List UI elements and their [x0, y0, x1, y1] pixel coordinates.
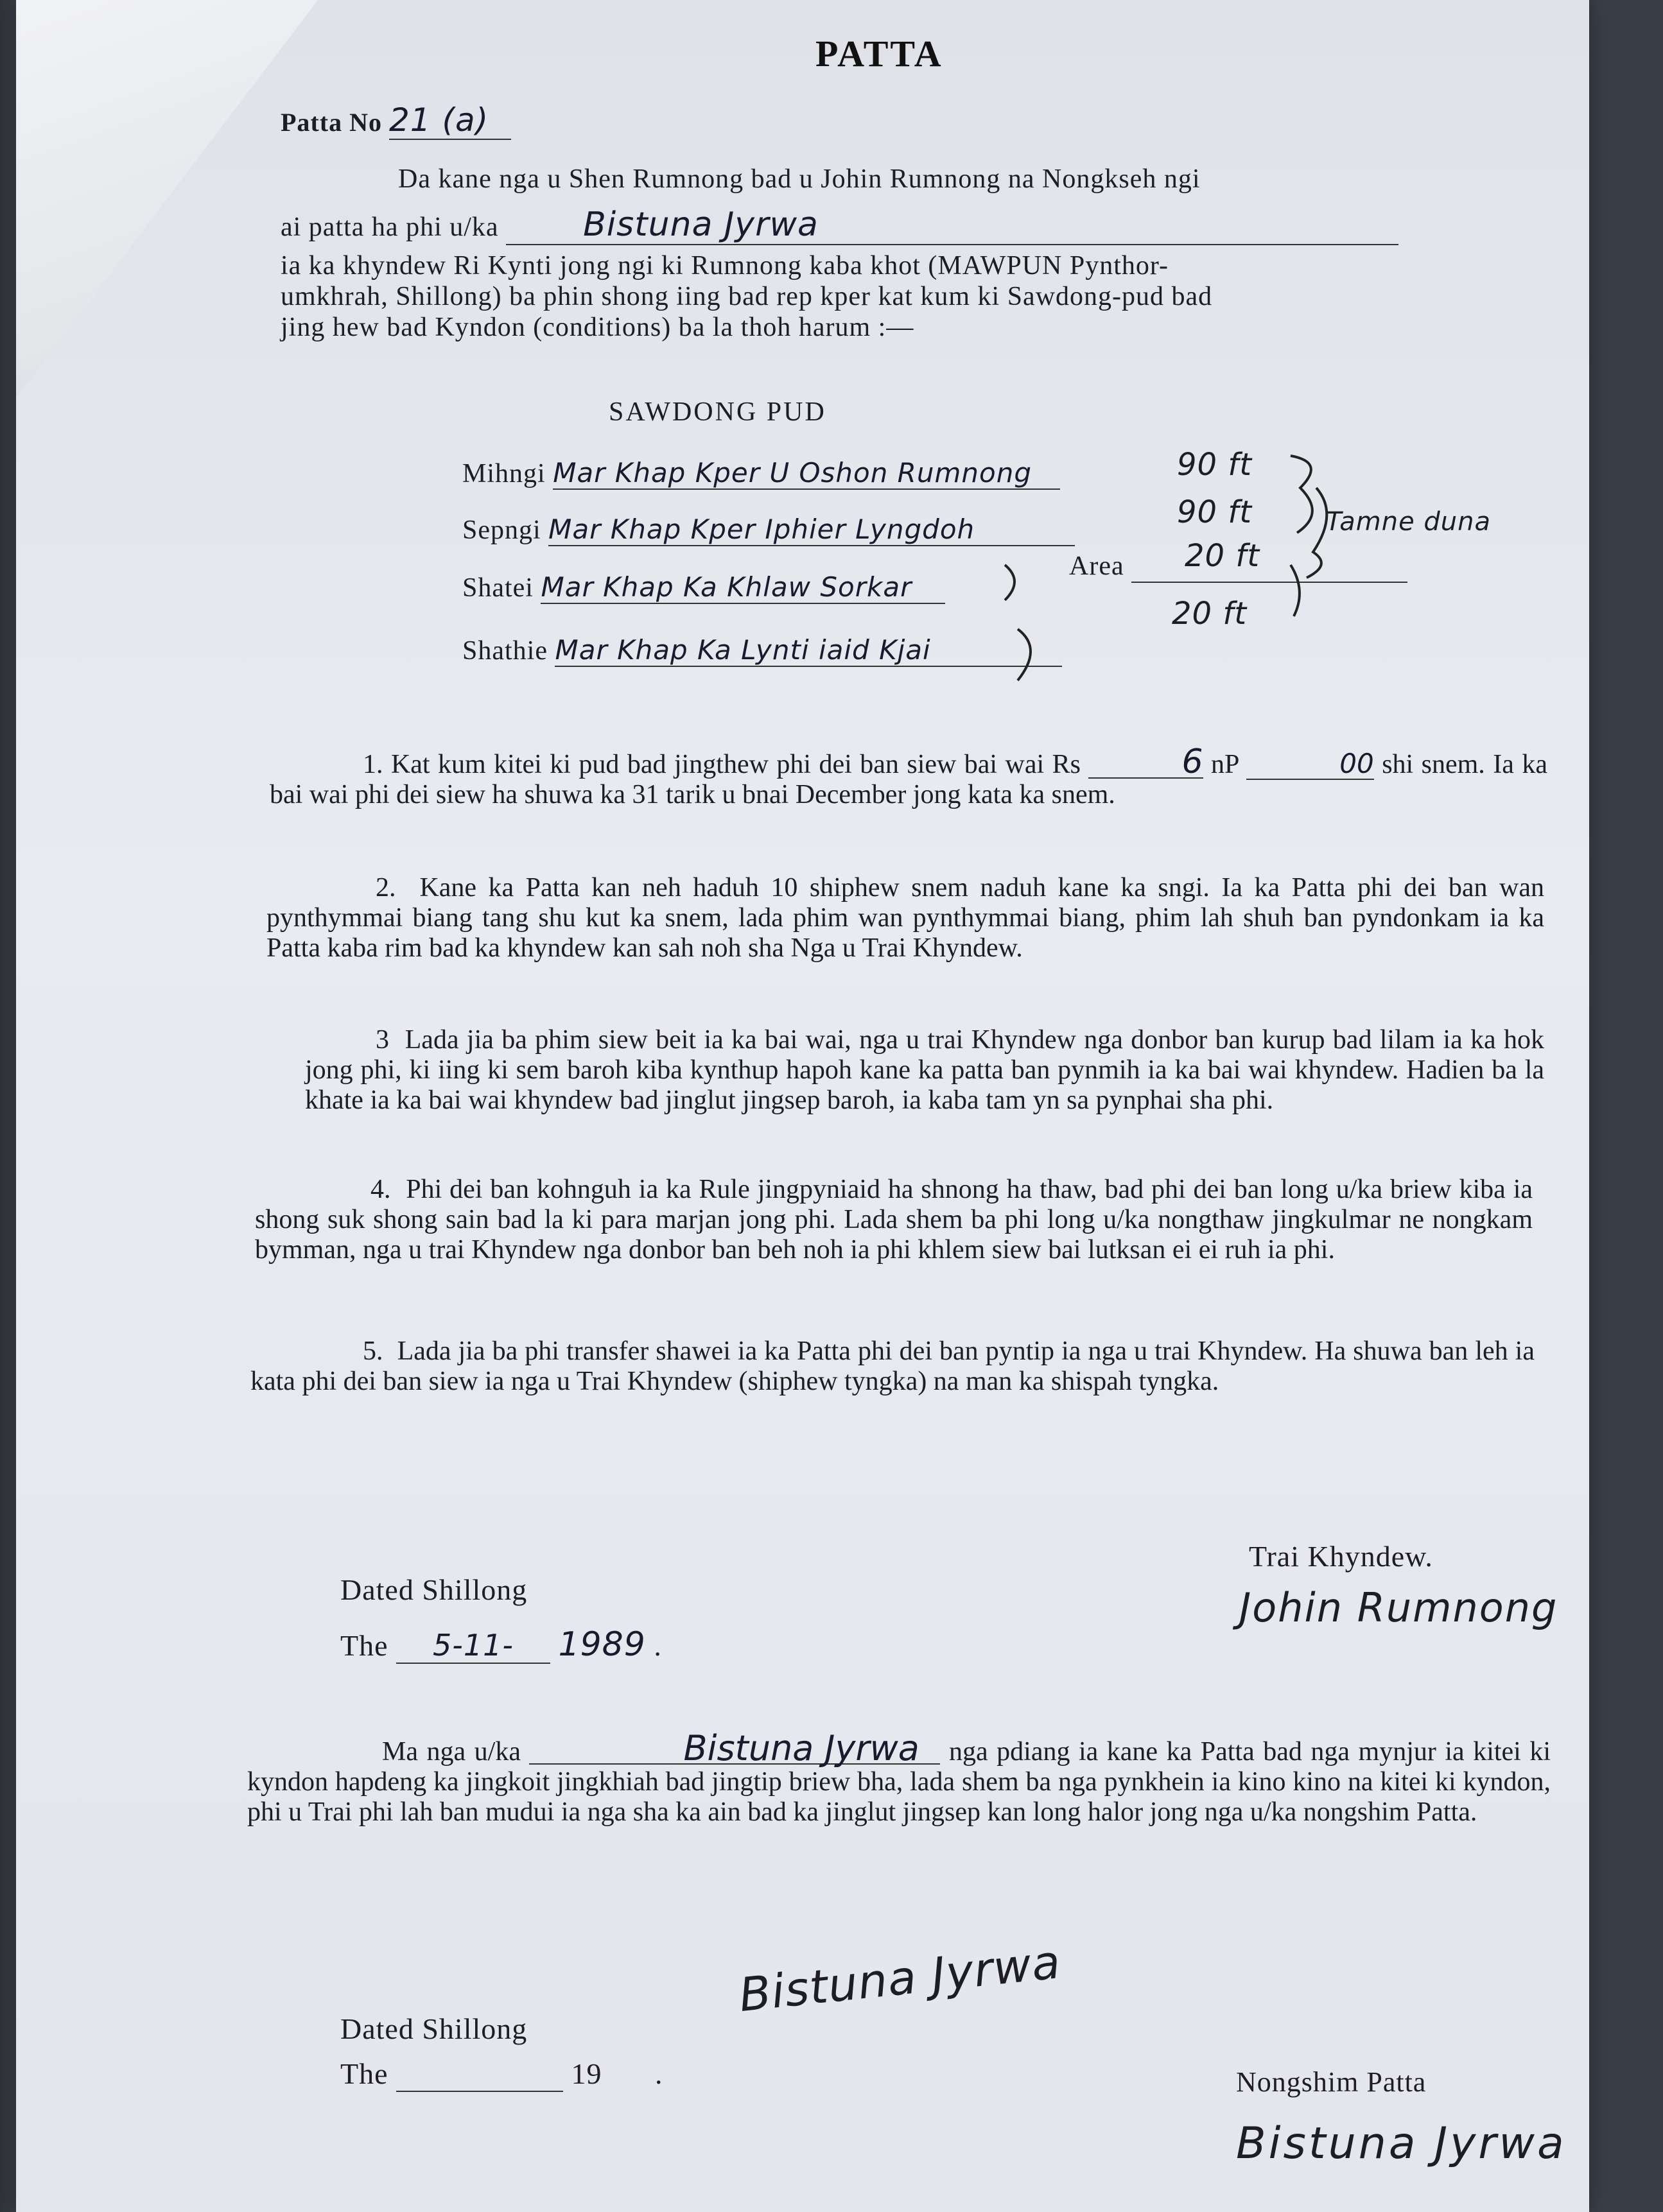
owner-date-value: 5-11-: [396, 1628, 550, 1664]
holder-dated-label: Dated Shillong: [340, 2012, 528, 2045]
boundary-measure: 90 ft: [1177, 447, 1253, 483]
owner-dated-label: Dated Shillong: [340, 1573, 528, 1606]
boundary-value: Mar Khap Ka Lynti iaid Kjai: [555, 634, 1062, 667]
clause-text: Kane ka Patta kan neh haduh 10 shiphew snem naduh kane ka sngi. Ia ka Patta phi dei ban wan pynthymmai biang tang shu kut ka snem, lada phim wan pynthymmai biang, phim lah shuh ban pyndonkam ia ka Patta kaba rim bad ka khyndew kan sah noh sha Nga u Trai Khyndew.: [266, 873, 1544, 963]
clause-number: 2.: [376, 873, 396, 903]
boundary-label: Shatei: [462, 573, 534, 603]
holder-signature-blue: Bistuna Jyrwa: [736, 1934, 1063, 2023]
handwritten-brackets: [16, 0, 1589, 2212]
bracket-mark: [1018, 629, 1031, 680]
boundary-measure: 90 ft: [1177, 494, 1253, 530]
patta-document: [16, 0, 1589, 2212]
owner-date-year: 1989: [558, 1625, 646, 1664]
boundary-measure: 20 ft: [1172, 596, 1248, 632]
grantee-name: Bistuna Jyrwa: [506, 205, 1398, 245]
np-label: nP: [1211, 750, 1239, 779]
owner-signature: Johin Rumnong: [1239, 1584, 1558, 1631]
holder-the-label: The: [340, 2057, 388, 2090]
clause-text-continued: shi snem. Ia ka bai wai phi dei siew ha shuwa ka 31 tarik u bnai December jong kata ka snem.: [270, 750, 1547, 809]
intro-prefix: ai patta ha phi u/ka: [281, 212, 499, 242]
owner-date-row: The 5-11- 1989 .: [340, 1625, 662, 1664]
boundary-side-note: Tamne duna: [1326, 507, 1491, 537]
clause-text: Phi dei ban kohnguh ia ka Rule jingpyniaid ha shnong ha thaw, bad phi dei ban long u/ka briew kiba ia shong suk shong sain bad la ki para marjan jong phi. Lada shem ba phi long u/ka nongthaw jingkulmar ne nongkam bymman, nga u trai Khyndew nga donbor ban beh noh ia phi khlem siew bai lutksan ei ei ruh ia phi.: [255, 1175, 1533, 1265]
owner-the-label: The: [340, 1629, 388, 1662]
holder-signature-black: Bistuna Jyrwa: [1236, 2118, 1567, 2169]
holder-role: Nongshim Patta: [1236, 2066, 1427, 2098]
intro-line-5: jing hew bad Kyndon (conditions) ba la thoh harum :—: [281, 313, 914, 342]
document-title: PATTA: [815, 33, 943, 74]
rent-rupees: 6: [1088, 747, 1203, 779]
declaration-suffix: nga pdiang ia kane ka Patta bad: [949, 1737, 1302, 1767]
clause-text: Lada jia ba phim siew beit ia ka bai wai, nga u trai Khyndew nga donbor ban kurup bad lilam ia ka hok jong phi, ki iing ki sem baroh kiba kynthup hapoh kane ka patta ban pynmih ia ka bai wai khyndew. Hadien ba la khate ia ka bai wai khyndew bad jinglut jingsep baroh, ia kaba tam yn sa pynphai sha phi.: [305, 1025, 1544, 1115]
bracket-mark: [1291, 456, 1312, 533]
bracket-mark: [1291, 565, 1300, 616]
declaration-prefix: Ma nga u/ka: [382, 1737, 521, 1767]
area-label: Area: [1069, 551, 1124, 581]
declaration-text: nga mynjur ia kitei ki kyndon hapdeng ka jingkoit jingkhiah bad jingtip briew bha, lada shem ba nga pynkhein ia kino kino na kitei ki kyndon, phi u Trai phi lah ban mudui ia nga sha ka ain bad ka jinglut jingsep kan long halor jong nga u/ka nongshim Patta.: [247, 1737, 1551, 1827]
boundaries-heading: SAWDONG PUD: [609, 397, 826, 427]
bracket-mark: [1005, 565, 1014, 600]
clause-number: 3: [376, 1025, 389, 1055]
boundary-value: Mar Khap Kper U Oshon Rumnong: [553, 457, 1060, 490]
clause-text: Lada jia ba phi transfer shawei ia ka Patta phi dei ban pyntip ia nga u trai Khyndew. Ha shuwa ban leh ia kata phi dei ban siew ia nga u Trai Khyndew (shiphew tyngka) na man ka shispah tyngka.: [250, 1336, 1535, 1396]
declarant-name: Bistuna Jyrwa: [529, 1733, 940, 1765]
rent-np: 00: [1246, 748, 1373, 780]
clause-number: 5.: [363, 1336, 383, 1366]
boundary-label: Mihngi: [462, 459, 546, 488]
intro-line-4: umkhrah, Shillong) ba phin shong iing bad rep kper kat kum ki Sawdong-pud bad: [281, 282, 1213, 311]
clause-text: Kat kum kitei ki pud bad jingthew phi dei ban siew bai wai Rs: [390, 750, 1081, 779]
intro-line-1: Da kane nga u Shen Rumnong bad u Johin Rumnong na Nongkseh ngi: [398, 164, 1201, 194]
intro-line-3: ia ka khyndew Ri Kynti jong ngi ki Rumnong kaba khot (MAWPUN Pynthor-: [281, 251, 1169, 281]
boundary-label: Shathie: [462, 636, 548, 666]
clause-number: 1.: [363, 750, 383, 779]
owner-role: Trai Khyndew.: [1249, 1540, 1433, 1573]
patta-number-value: 21 (a): [389, 101, 511, 140]
holder-year-suffix: 19: [571, 2057, 602, 2090]
boundary-measure: 20 ft: [1185, 538, 1260, 574]
boundary-value: Mar Khap Kper Iphier Lyngdoh: [548, 514, 1075, 546]
clause-number: 4.: [370, 1175, 391, 1204]
boundary-label: Sepngi: [462, 515, 541, 545]
patta-number-label: Patta No: [281, 108, 382, 137]
boundary-value: Mar Khap Ka Khlaw Sorkar: [541, 571, 945, 604]
holder-date-row: The 19 .: [340, 2057, 663, 2092]
